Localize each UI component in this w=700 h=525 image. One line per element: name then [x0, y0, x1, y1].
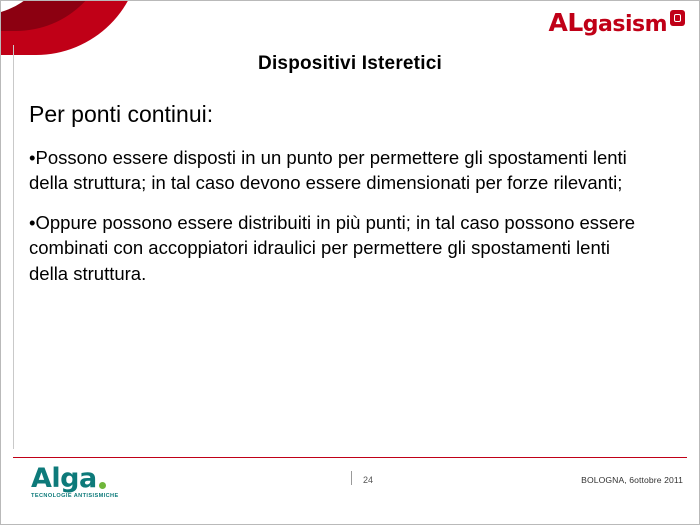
body-lead: Per ponti continui:	[29, 101, 214, 127]
corner-dark-shape	[1, 1, 111, 31]
brand-logo	[548, 9, 685, 39]
footer-logo-text	[31, 463, 97, 494]
footer-logo-dot-icon	[99, 482, 106, 489]
page-title: Dispositivi Isteretici	[258, 53, 442, 74]
body-paragraph-2: •Oppure possono essere distribuiti in più punti; in tal caso possono essere combinati con accoppiatori idraulici per permettere gli spostamenti lenti della struttura.	[29, 211, 636, 284]
slide-body	[29, 101, 669, 300]
page-number: 24	[363, 475, 374, 485]
corner-red-shape	[1, 1, 141, 55]
footer-logo	[31, 463, 136, 499]
brand-logo-text	[548, 9, 667, 39]
footer-location-date: BOLOGNA, 6ottobre 2011	[581, 475, 683, 485]
body-paragraph-1: •Possono essere disposti in un punto per permettere gli spostamenti lenti della struttura; in tal caso devono essere dimensionati per forze rilevanti;	[29, 146, 627, 194]
corner-white-shape	[1, 1, 55, 15]
left-vertical-divider	[13, 45, 14, 449]
brand-mark-icon	[670, 10, 685, 26]
footer-logo-label: Alga	[31, 463, 97, 494]
footer-divider	[13, 457, 687, 458]
footer-tick-divider	[351, 471, 352, 485]
brand-logo-upper: AL	[548, 8, 583, 37]
brand-logo-lower: gasism	[582, 12, 667, 37]
slide-footer	[13, 463, 687, 513]
footer-logo-subtitle: TECNOLOGIE ANTISISMICHE	[31, 493, 119, 499]
